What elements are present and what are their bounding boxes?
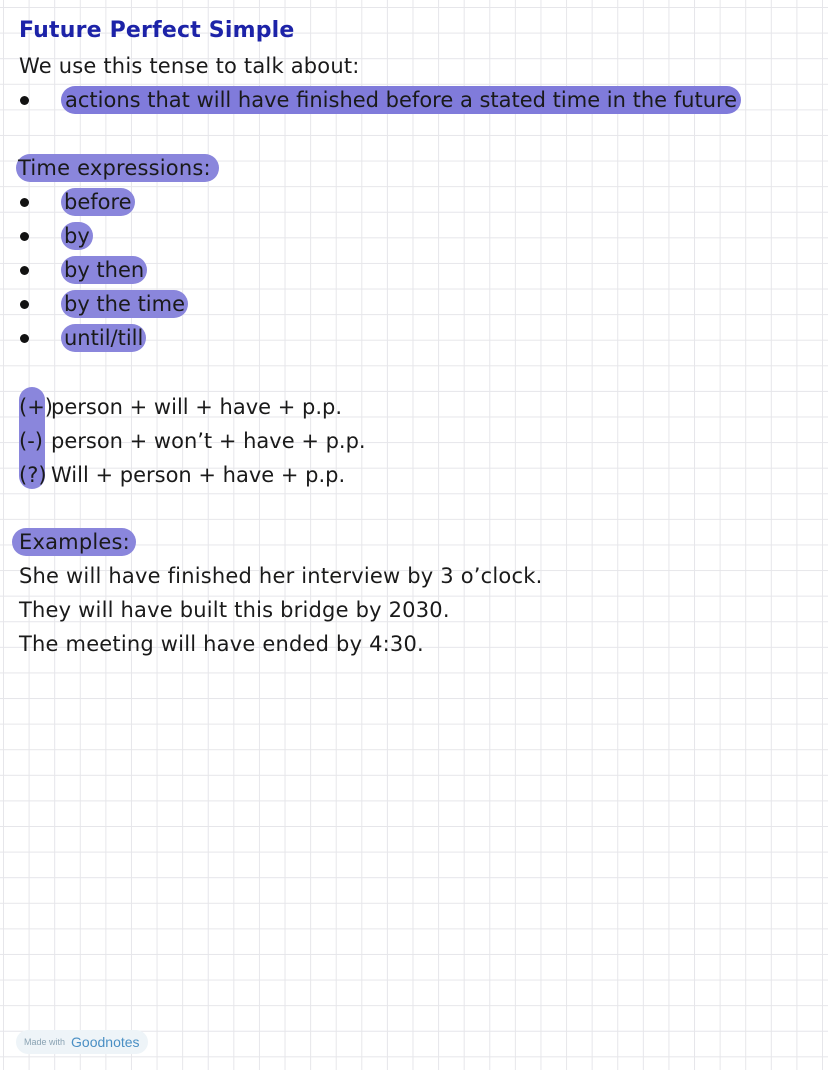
page-title: Future Perfect Simple	[19, 18, 295, 43]
time-expression-text: by	[61, 222, 93, 250]
time-expression-text: until/till	[61, 324, 146, 352]
formula-question	[19, 461, 345, 489]
time-expression-text: before	[61, 188, 135, 216]
examples-heading	[12, 528, 136, 556]
formula-text: person + won’t + have + p.p.	[51, 429, 366, 453]
example-sentence: She will have finished her interview by 3 o’clock.	[19, 564, 543, 588]
formula-text: Will + person + have + p.p.	[51, 463, 346, 487]
bullet-icon	[20, 96, 29, 105]
bullet-icon	[20, 198, 29, 207]
goodnotes-watermark	[16, 1030, 148, 1054]
examples-label: Examples:	[12, 528, 136, 556]
formula-symbol: (+)	[19, 395, 53, 419]
bullet-icon	[20, 266, 29, 275]
formula-symbol: (-)	[19, 429, 43, 453]
intro-text: We use this tense to talk about:	[19, 54, 360, 78]
time-expression-text: by then	[61, 256, 147, 284]
time-expression-text: by the time	[61, 290, 188, 318]
time-expressions-heading	[16, 154, 219, 182]
usage-item	[19, 86, 779, 114]
formula-text: person + will + have + p.p.	[51, 395, 343, 419]
bullet-icon	[20, 300, 29, 309]
example-sentence: The meeting will have ended by 4:30.	[19, 632, 424, 656]
watermark-brand: Goodnotes	[71, 1034, 140, 1050]
formula-negative	[19, 427, 366, 455]
watermark-small-text: Made with	[24, 1037, 66, 1047]
example-sentence: They will have built this bridge by 2030.	[19, 598, 450, 622]
formula-symbol: (?)	[19, 463, 47, 487]
bullet-icon	[20, 232, 29, 241]
formula-positive	[19, 393, 342, 421]
bullet-icon	[20, 334, 29, 343]
time-expressions-label: Time expressions:	[16, 154, 219, 182]
usage-text: actions that will have finished before a stated time in the future	[61, 86, 741, 114]
